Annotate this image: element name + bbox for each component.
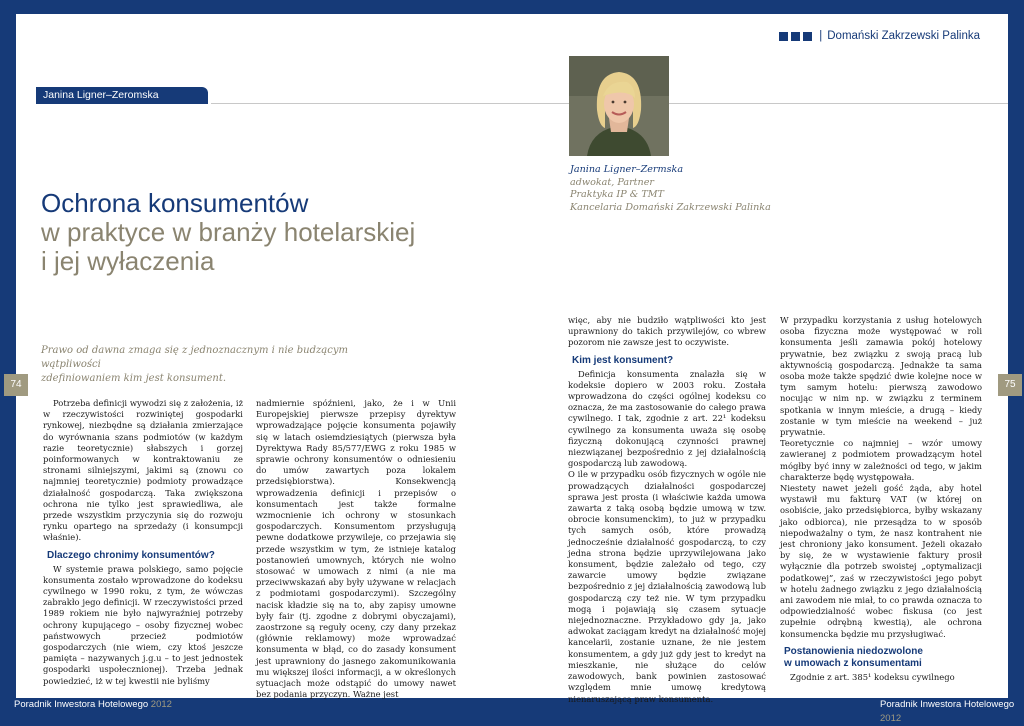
lead-paragraph (41, 344, 401, 386)
title-line-3: i jej wyłaczenia (41, 246, 215, 276)
footer-publication: Poradnik Inwestora Hotelowego (880, 699, 1015, 710)
body-paragraph: Niestety nawet jeżeli gość żąda, aby hotel wystawił mu fakturę VAT (w której on osobiście, jako przedsiębiorca, byłby wskazany jako odbiorca), nie przesądza to w sposób niepodważalny o tym, że nasz kontrahent nie jest chroniony jako konsument. Jeżeli okazało by się, że w wystawienie faktury prosił wyłącznie dla potrzeb swoistej „optymalizacji podatkowej”, zaś w rzeczywistości jego pobyt w hotelu żadnego związku z jego działalnością ani zawodem nie miał, to co prawda oznacza to odpowiedzialność wobec fiskusa (co jest zupełnie odrębną kwestią), ale ochrona konsumencka będzie mu przysługiwać. (780, 483, 982, 639)
author-role: adwokat, Partner (570, 176, 654, 188)
body-paragraph: Teoretycznie co najmniej – wzór umowy zawieranej z podmiotem prowadzącym hotel mógłby być inny w zależności od tego, w jakim charakterze będę występowała. (780, 438, 982, 482)
header-rule (211, 103, 512, 104)
section-heading: Dlaczego chronimy konsumentów? (47, 549, 215, 561)
brand-logo (779, 30, 980, 42)
body-paragraph: Potrzeba definicji wywodzi się z założenia, iż w rzeczywistości rozwiniętej gospodarki rynkowej, niezbędne są działania zmierzające do wyrównania szans podmiotów (w każdym razie teoretycznie) słabszych i gorzej poinformowanych w kontraktowaniu ze stronami silniejszymi, jakimi są (znowu co najmniej teoretycznie) podmioty prowadzące działalność gospodarczą. Taka zwiększona ochrona nie tylko jest sprawiedliwa, ale przede wszystkim przyczynia się do rozwoju rynku opartego na sprzedaży (i konsumpcji właśnie). (43, 398, 243, 543)
article-title (41, 189, 415, 276)
author-caption (570, 164, 771, 214)
heading-line-1: Postanowienia niedozwolone (784, 645, 923, 657)
brand-name: Domański Zakrzewski Palinka (827, 30, 980, 42)
right-page (512, 14, 1008, 704)
lead-line-1: Prawo od dawna zmaga się z jednoznacznym i nie budzącym wątpliwości (41, 345, 348, 370)
left-page (16, 14, 512, 698)
text-column-3 (568, 315, 766, 705)
body-paragraph: Zgodnie z art. 385¹ kodeksu cywilnego (790, 671, 955, 682)
page-number-left: 74 (4, 374, 28, 396)
body-paragraph: Definicja konsumenta znalazła się w kodeksie dopiero w 2003 roku. Została wprowadzona do części ogólnej kodeksu co oznacza, że ma zastosowanie do całego prawa cywilnego. I tak, zgodnie z art. 22¹ kodeksu cywilnego za konsumenta uważa się osobę fizyczną dokonującą czynności prawnej niezwiązanej bezpośrednio z jej działalnością gospodarczą lub zawodową. (568, 368, 766, 469)
logo-square-icon (791, 32, 800, 41)
text-column-2 (256, 398, 456, 700)
heading-line-2: w umowach z konsumentami (784, 657, 922, 669)
title-line-1: Ochrona konsumentów (41, 188, 309, 218)
footer-publication: Poradnik Inwestora Hotelowego (14, 699, 149, 710)
body-paragraph: O ile w przypadku osób fizycznych w ogóle nie prowadzących działalności gospodarczej sprawa jest prosta (i właściwie każda umowa zawarta z taką osobą będzie umową w tzw. obrocie konsumenckim), to już w przypadku tych samych osób, które prowadzą jednocześnie działalność gospodarczą, to czy jedna strona będzie uprzywilejowana jako konsument, będzie zależało od tego, czy zawarcie umowy będzie związane bezpośrednio z jej działalnością zawodową lub gospodarczą czy też nie. W tym przypadku mogą i pojawiają się czasem sytuacje niejednoznaczne. Przykładowo gdy ja, jako adwokat zaciągam kredyt na działalność mojej kancelarii, zostanie uznane, że nie jestem konsumentem, a gdy już gdy jest to kredyt na mieszkanie, nie służące do celów zawodowych, bank powinien zastosować względem mnie umowę kredytową nienaruszającą praw konsumenta. (568, 469, 766, 704)
author-practice: Praktyka IP & TMT (570, 189, 664, 201)
footer-year: 2012 (150, 699, 172, 710)
section-heading: Kim jest konsument? (572, 354, 674, 366)
body-paragraph: nadmiernie spóźnieni, jako, że i w Unii Europejskiej pierwsze przepisy dyrektyw wprowadzające pojęcie konsumenta pojawiły się w latach osiemdziesiątych (pierwsza była Dyrektywa Rady 85/577/EWG z roku 1985 w sprawie ochrony konsumentów o odniesieniu do umów zawartych poza lokalem przedsiębiorstwa). Konsekwencją wprowadzenia definicji i przepisów o konsumentach jest także formalne wzmocnienie ich ochrony w stosunkach gospodarczych. Konsumentom przysługują pewne dodatkowe przywileje, co przejawia się przede wszystkim w tym, że istnieje katalog postanowień umownych, których nie wolno stosować w umowach z nimi (a nie ma przeciwwskazań aby były używane w relacjach z podmiotami gospodarczymi). Szczególny nacisk kładzie się na to, aby zapisy umowne były fair (tj. zgodne z dobrymi obyczajami), zaostrzone są reguły oceny, czy dany przekaz (głównie reklamowy) może wprowadzać konsumenta w błąd, co do zasady konsument jest uprawniony do jasnego zakomunikowania mu większej ilości informacji, a w określonych sytuacjach może odstąpić do umowy nawet bez podania przyczyn. Ważne jest (256, 398, 456, 700)
logo-square-icon (803, 32, 812, 41)
footer-left (14, 698, 172, 712)
footer-right (880, 698, 1024, 726)
author-photo (569, 56, 669, 156)
author-name: Janina Ligner–Zermska (570, 164, 684, 175)
logo-separator: | (819, 30, 823, 42)
text-column-4 (780, 315, 982, 683)
footer-year: 2012 (880, 713, 902, 724)
section-heading (784, 646, 982, 670)
logo-square-icon (779, 32, 788, 41)
title-line-2: w praktyce w branży hotelarskiej (41, 217, 416, 247)
author-firm: Kancelaria Domański Zakrzewski Palinka (570, 201, 771, 213)
text-column-1 (43, 398, 243, 687)
body-paragraph: więc, aby nie budziło wątpliwości kto jest uprawniony do takich przywilejów, co wbrew pozorom nie zawsze jest to oczywiste. (568, 315, 766, 348)
body-paragraph: W systemie prawa polskiego, samo pojęcie konsumenta zostało wprowadzone do kodeksu cywilnego w 1990 roku, z tym, że wówczas zabrakło jego definicji. W rzeczywistości przed 1989 rokiem nie było najwyraźniej potrzeby ochrony kupującego – osoby fizycznej wobec państwowych przecież podmiotów gospodarczych (nie wiem, czy ktoś jeszcze pamięta – nazywanych j.g.u – to jest jednostek gospodarki uspołecznionej). Trzeba jednak powiedzieć, iż w tej kwestii nie byliśmy (43, 563, 243, 686)
author-tag: Janina Ligner–Zeromska (36, 87, 208, 104)
page-number-right: 75 (998, 374, 1022, 396)
body-paragraph: W przypadku korzystania z usług hotelowych osoba fizyczna może występować w roli konsumenta jeśli zamawia pokój hotelowy prywatnie, bez związku z swoją pracą lub aktywnością gospodarczą. Jednakże ta sama osoba może także spędzić dwie kolejne noce w tym samym hotelu: pierwszą zawodowo nocując w nim np. w związku z terminem spotkania w innym mieście, a drugą – kiedy zostanie w tym mieście na weekend – już prywatnie. (780, 315, 982, 438)
lead-line-2: zdefiniowaniem kim jest konsument. (41, 373, 227, 384)
portrait-image (569, 56, 669, 156)
